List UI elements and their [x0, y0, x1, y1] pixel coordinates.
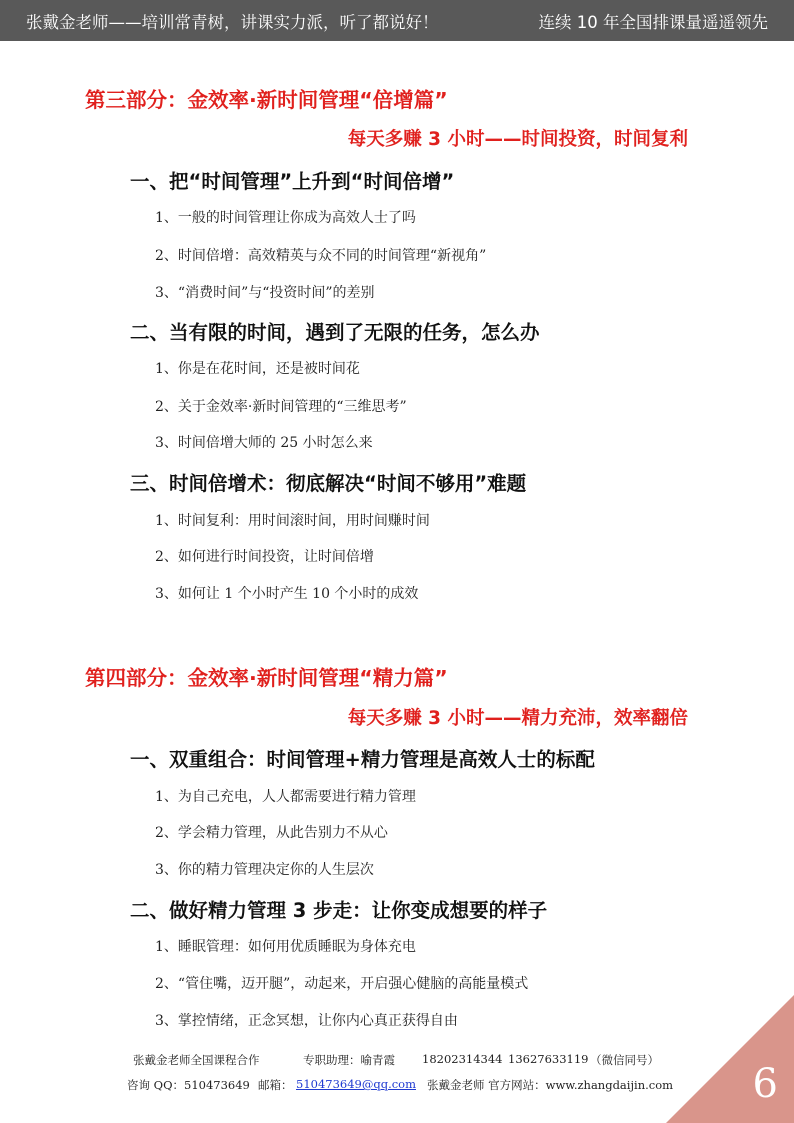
header-record: 连续 10 年全国排课量遥遥领先: [538, 12, 768, 32]
footer-email-label: 邮箱：: [258, 1078, 293, 1092]
footer-email-link[interactable]: 510473649@qq.com: [296, 1077, 416, 1091]
list-item: 3、如何让 1 个小时产生 10 个小时的成效: [155, 586, 419, 602]
section-heading: 二、做好精力管理 3 步走：让你变成想要的样子: [130, 899, 548, 922]
part-subtitle: 每天多赚 3 小时——精力充沛，效率翻倍: [347, 708, 688, 729]
list-item: 1、你是在花时间，还是被时间花: [155, 361, 360, 377]
page-number: 6: [752, 1061, 778, 1107]
list-item: 2、“管住嘴，迈开腿”，动起来，开启强心健脑的高能量模式: [155, 976, 529, 992]
list-item: 1、为自己充电，人人都需要进行精力管理: [155, 789, 416, 805]
footer-assistant: 专职助理：喻青霞: [303, 1053, 395, 1067]
footer-wechat-note: （微信同号）: [590, 1053, 659, 1067]
header-slogan: 张戴金老师——培训常青树，讲课实力派，听了都说好！: [26, 12, 439, 32]
section-heading: 三、时间倍增术：彻底解决“时间不够用”难题: [130, 472, 527, 495]
footer-org: 张戴金老师全国课程合作: [133, 1053, 260, 1067]
list-item: 2、时间倍增：高效精英与众不同的时间管理“新视角”: [155, 248, 487, 264]
footer-phone-1: 18202314344: [422, 1052, 503, 1066]
list-item: 3、你的精力管理决定你的人生层次: [155, 862, 374, 878]
list-item: 1、一般的时间管理让你成为高效人士了吗: [155, 210, 416, 226]
footer-qq: 咨询 QQ：510473649: [127, 1078, 250, 1092]
list-item: 2、学会精力管理，从此告别力不从心: [155, 825, 388, 841]
footer-phone-2: 13627633119: [508, 1052, 589, 1066]
header-bar: [0, 0, 794, 41]
list-item: 3、掌控情绪，正念冥想，让你内心真正获得自由: [155, 1013, 458, 1029]
list-item: 1、时间复利：用时间滚时间，用时间赚时间: [155, 513, 430, 529]
list-item: 2、关于金效率·新时间管理的“三维思考”: [155, 399, 407, 415]
part-title: 第三部分：金效率·新时间管理“倍增篇”: [85, 88, 448, 112]
section-heading: 二、当有限的时间，遇到了无限的任务，怎么办: [130, 321, 540, 344]
list-item: 3、“消费时间”与“投资时间”的差别: [155, 285, 375, 301]
list-item: 1、睡眠管理：如何用优质睡眠为身体充电: [155, 939, 416, 955]
list-item: 2、如何进行时间投资，让时间倍增: [155, 549, 374, 565]
part-title: 第四部分：金效率·新时间管理“精力篇”: [85, 666, 448, 690]
section-heading: 一、双重组合：时间管理+精力管理是高效人士的标配: [130, 748, 595, 771]
part-subtitle: 每天多赚 3 小时——时间投资，时间复利: [347, 129, 688, 150]
footer-website: 张戴金老师 官方网站：www.zhangdaijin.com: [427, 1078, 674, 1092]
section-heading: 一、把“时间管理”上升到“时间倍增”: [130, 170, 455, 193]
list-item: 3、时间倍增大师的 25 小时怎么来: [155, 435, 373, 451]
